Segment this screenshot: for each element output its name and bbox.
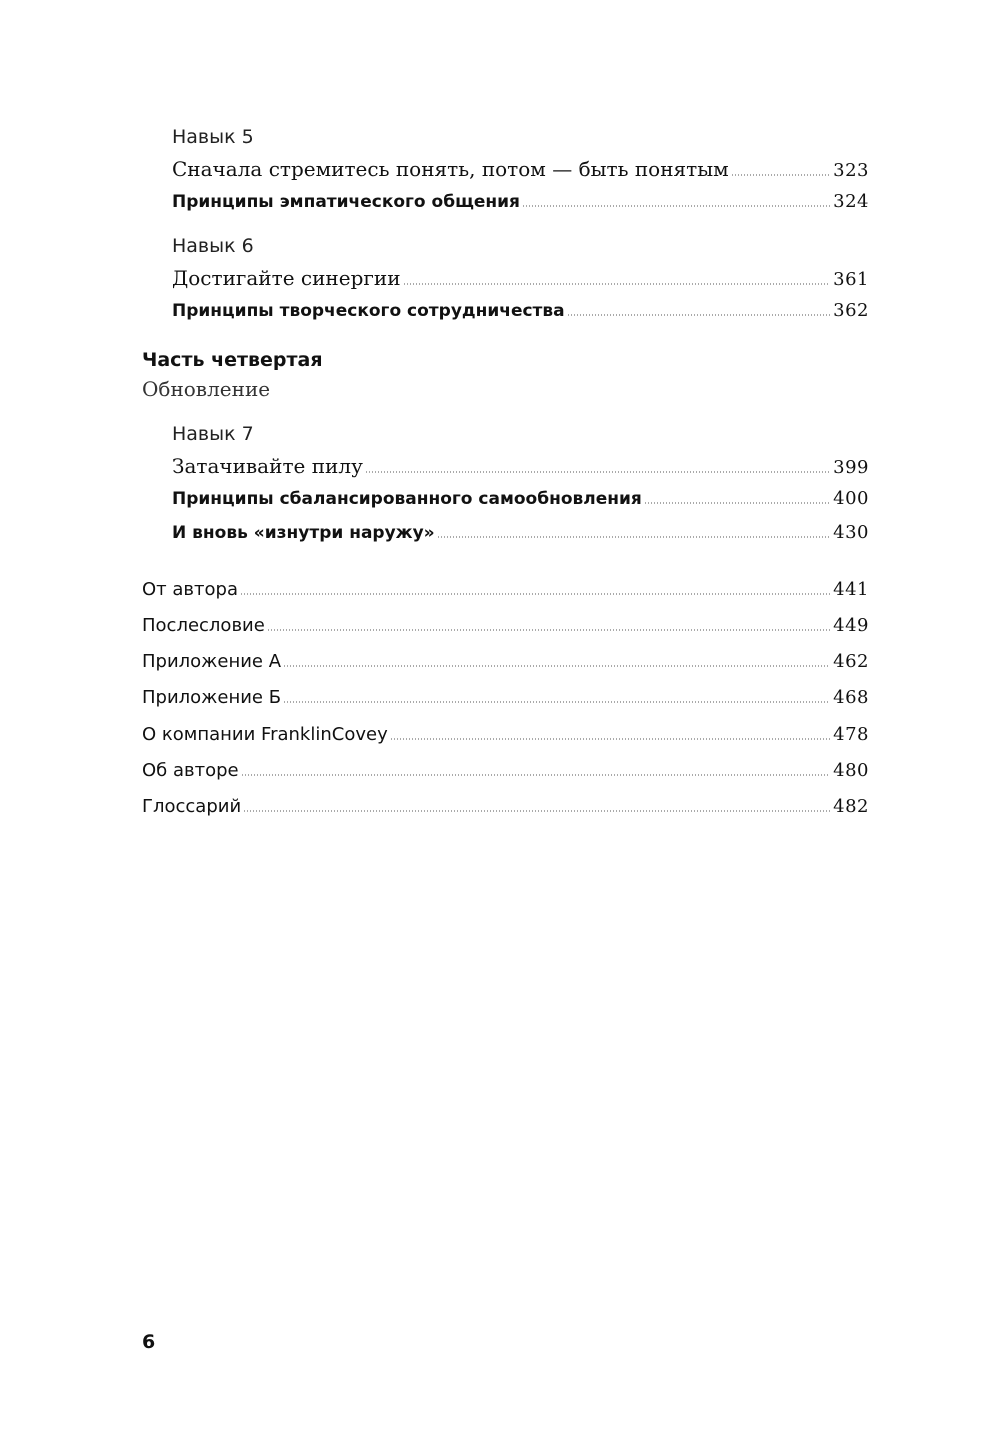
leader-dots [731,174,830,176]
skill-6-label: Навык 6 [172,235,254,257]
toc-entry-page: 399 [833,457,869,478]
toc-entry-title: Об авторе [142,760,239,781]
leader-dots [241,774,831,776]
toc-entry-skill-5-sub [172,191,869,212]
leader-dots [243,810,830,812]
toc-entry-page: 362 [833,300,869,321]
toc-entry-title: Глоссарий [142,796,242,817]
toc-entry-title: И вновь «изнутри наружу» [172,523,435,543]
toc-entry-title: Сначала стремитесь понять, потом — быть понятым [172,157,729,181]
toc-entry-skill-7-sub-1 [172,488,869,509]
toc-entry-back [142,651,869,672]
leader-dots [390,738,830,740]
toc-entry-page: 449 [833,615,869,636]
skill-7-label: Навык 7 [172,423,254,445]
toc-entry-skill-7-sub-2 [172,522,869,543]
leader-dots [240,593,830,595]
toc-entry-title: Приложение Б [142,687,282,708]
toc-entry-page: 323 [833,160,869,181]
leader-dots [403,283,831,285]
toc-entry-page: 361 [833,269,869,290]
toc-entry-page: 478 [833,724,869,745]
toc-entry-back [142,615,869,636]
leader-dots [283,665,830,667]
page-number: 6 [142,1331,156,1353]
toc-entry-title: Достигайте синергии [172,266,401,290]
leader-dots [644,502,830,504]
toc-entry-page: 400 [833,488,869,509]
toc-entry-title: Затачивайте пилу [172,454,363,478]
toc-entry-skill-6 [172,266,869,290]
toc-entry-skill-7 [172,454,869,478]
toc-entry-title: Приложение А [142,651,282,672]
leader-dots [567,314,830,316]
toc-entry-back [142,687,869,708]
toc-entry-page: 468 [833,687,869,708]
toc-entry-title: Послесловие [142,615,265,636]
toc-entry-skill-5 [172,157,869,181]
skill-5-label: Навык 5 [172,126,254,148]
leader-dots [365,471,830,473]
leader-dots [437,536,830,538]
toc-entry-page: 324 [833,191,869,212]
toc-entry-title: Принципы эмпатического общения [172,192,520,212]
toc-entry-page: 482 [833,796,869,817]
toc-entry-back [142,579,869,600]
toc-entry-back [142,760,869,781]
toc-entry-title: Принципы творческого сотрудничества [172,301,565,321]
part-4-heading: Часть четвертая [142,349,323,371]
toc-entry-back [142,796,869,817]
leader-dots [522,205,830,207]
toc-entry-back [142,724,869,745]
leader-dots [283,701,830,703]
toc-entry-title: От автора [142,579,238,600]
toc-entry-page: 441 [833,579,869,600]
part-4-subtitle: Обновление [142,377,271,401]
leader-dots [267,629,830,631]
toc-entry-title: Принципы сбалансированного самообновления [172,489,642,509]
toc-entry-page: 430 [833,522,869,543]
toc-entry-page: 480 [833,760,869,781]
toc-entry-title: О компании FranklinCovey [142,724,388,745]
toc-entry-page: 462 [833,651,869,672]
toc-entry-skill-6-sub [172,300,869,321]
